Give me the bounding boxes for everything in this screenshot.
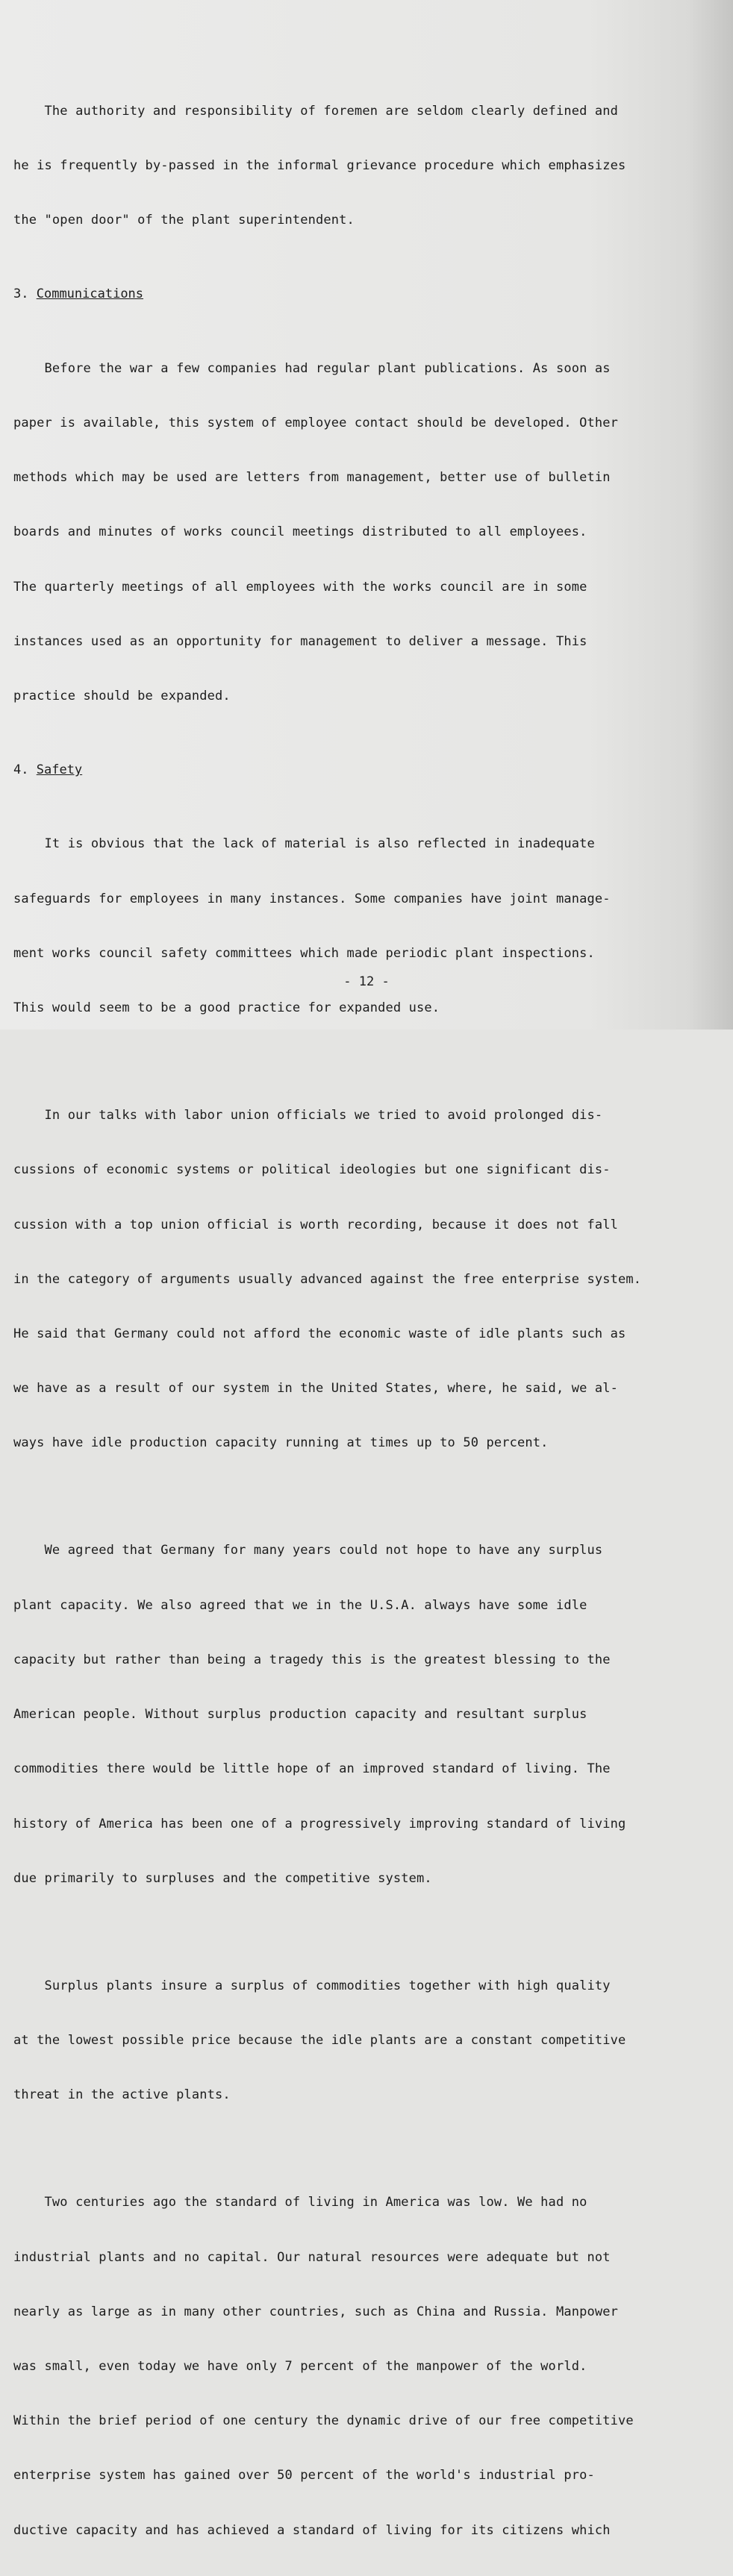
- text-line: the "open door" of the plant superintendent.: [13, 213, 355, 228]
- text-line: at the lowest possible price because the idle plants are a constant competitive: [13, 2033, 626, 2049]
- text-line: enterprise system has gained over 50 percent of the world's industrial pro-: [13, 2468, 595, 2483]
- text-line: ductive capacity and has achieved a standard of living for its citizens which: [13, 2522, 611, 2538]
- text-line: in the category of arguments usually advanced against the free enterprise system.: [13, 1271, 642, 1287]
- paragraph-communications: [13, 323, 715, 742]
- text-line: Two centuries ago the standard of living in America was low. We had no: [13, 2195, 587, 2210]
- section-number: 3.: [13, 286, 29, 302]
- paragraph-safety: [13, 799, 715, 1054]
- text-line: instances used as an opportunity for management to deliver a message. This: [13, 633, 587, 649]
- text-line: safeguards for employees in many instances. Some companies have joint manage-: [13, 891, 611, 906]
- text-line: industrial plants and no capital. Our natural resources were adequate but not: [13, 2249, 611, 2265]
- text-line: methods which may be used are letters from management, better use of bulletin: [13, 470, 611, 486]
- paragraph-surplus-plants: [13, 1940, 715, 2140]
- text-line: capacity but rather than being a tragedy this is the greatest blessing to the: [13, 1652, 611, 1667]
- text-line: ways have idle production capacity running at times up to 50 percent.: [13, 1435, 549, 1451]
- text-line: was small, even today we have only 7 percent of the manpower of the world.: [13, 2358, 587, 2374]
- text-line: We agreed that Germany for many years could not hope to have any surplus: [13, 1543, 603, 1558]
- text-line: due primarily to surpluses and the competitive system.: [13, 1870, 432, 1886]
- paragraph-two-centuries: [13, 2157, 715, 2575]
- section-heading-communications: [13, 285, 715, 303]
- text-line: nearly as large as in many other countries, such as China and Russia. Manpower: [13, 2304, 619, 2319]
- text-line: Surplus plants insure a surplus of commodities together with high quality: [13, 1978, 611, 1993]
- text-line: we have as a result of our system in the United States, where, he said, we al-: [13, 1381, 619, 1397]
- text-line: Within the brief period of one century the dynamic drive of our free competitive: [13, 2413, 634, 2429]
- section-title: Safety: [36, 762, 83, 778]
- section-number: 4.: [13, 762, 29, 778]
- paragraph-surplus-capacity: [13, 1505, 715, 1924]
- text-line: boards and minutes of works council meetings distributed to all employees.: [13, 524, 587, 540]
- text-line: This would seem to be a good practice for expanded use.: [13, 1000, 440, 1016]
- text-line: threat in the active plants.: [13, 2087, 231, 2103]
- text-line: paper is available, this system of employee contact should be developed. Other: [13, 415, 619, 430]
- text-line: He said that Germany could not afford the economic waste of idle plants such as: [13, 1326, 626, 1341]
- section-heading-safety: [13, 761, 715, 779]
- paragraph-foremen-authority: [13, 66, 715, 266]
- text-line: commodities there would be little hope of an improved standard of living. The: [13, 1761, 611, 1777]
- text-line: Before the war a few companies had regular plant publications. As soon as: [13, 360, 611, 376]
- section-title: Communications: [36, 286, 144, 302]
- text-line: history of America has been one of a progressively improving standard of living: [13, 1816, 626, 1831]
- text-line: The quarterly meetings of all employees with the works council are in some: [13, 579, 587, 595]
- paragraph-union-talks: [13, 1070, 715, 1488]
- text-line: The authority and responsibility of foremen are seldom clearly defined and: [13, 103, 619, 119]
- text-line: ment works council safety committees which made periodic plant inspections.: [13, 945, 595, 961]
- text-line: plant capacity. We also agreed that we in the U.S.A. always have some idle: [13, 1597, 587, 1613]
- page-body: [13, 66, 715, 2576]
- text-line: cussions of economic systems or political ideologies but one significant dis-: [13, 1162, 611, 1178]
- page-number: - 12 -: [343, 974, 390, 989]
- text-line: In our talks with labor union officials we tried to avoid prolonged dis-: [13, 1108, 603, 1124]
- text-line: he is frequently by-passed in the informal grievance procedure which emphasizes: [13, 158, 626, 174]
- text-line: American people. Without surplus production capacity and resultant surplus: [13, 1707, 587, 1723]
- text-line: cussion with a top union official is worth recording, because it does not fall: [13, 1217, 619, 1232]
- text-line: practice should be expanded.: [13, 689, 231, 703]
- text-line: It is obvious that the lack of material is also reflected in inadequate: [13, 836, 595, 852]
